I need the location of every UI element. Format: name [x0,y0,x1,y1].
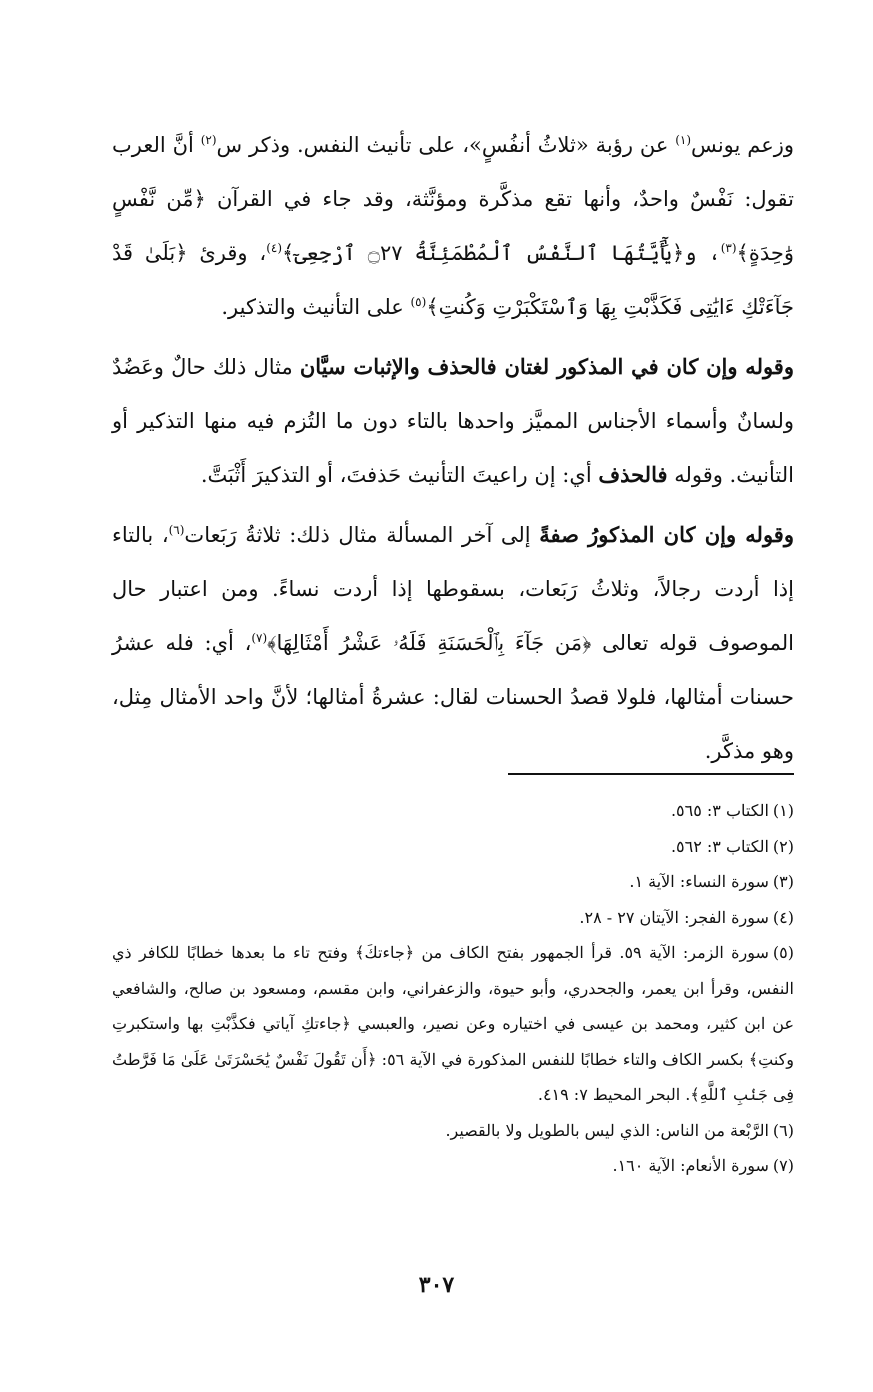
footnote-marker: (٥) [410,295,427,309]
footnote-6 [112,1113,794,1149]
footnote-number: (٧) [772,1156,794,1175]
footnote-number: (٥) [772,943,795,962]
footnotes-list [112,793,794,1184]
text-run: ، وقرئ ﴿بَلَىٰ قَدْ جَآءَتْكِ ءَايَٰتِى فَكَذَّبْتِ بِهَا وَٱسْتَكْبَرْتِ وَكُنتِ﴾ [112,241,794,319]
text-run: ، و﴿يَٰٓأَيَّتُهَا ٱلنَّفْسُ ٱلْمُطْمَئِنَّةُ ۝٢٧ ٱرْجِعِىٓ﴾ [282,241,721,265]
footnote-text: سورة الفجر: الآيتان ٢٧ - ٢٨. [579,907,769,927]
text-run: إلى آخر المسألة مثال ذلك: ثلاثةُ رَبَعات [184,523,540,547]
footnote-number: (١) [772,801,794,820]
footnote-number: (٤) [772,907,794,927]
footnote-number: (٢) [772,836,794,856]
footnote-2 [112,829,794,865]
text-run: أنَّ العرب تقول: نَفْسٌ واحدٌ، وأنها تقع مذكَّرة ومؤنَّثة، وقد جاء في القرآن ﴿مِّن نَّفْسٍ وَٰحِدَةٍ﴾ [112,133,794,265]
footnote-text: سورة النساء: الآية ١. [629,872,769,891]
footnote-marker: (٧) [251,631,268,645]
text-run: عن رؤبة «ثلاثُ أنفُسٍ»، على تأنيث النفس. وذكر س [216,133,676,157]
text-run: ، بالتاء إذا أردت رجالاً، وثلاثُ رَبَعات، بسقوطها إذا أردت نساءً. ومن اعتبار حال الموصوف قوله تعالى ﴿مَن جَآءَ بِٱلْحَسَنَةِ فَلَهُۥ عَشْرُ أَمْثَالِهَا﴾ [112,523,794,655]
footnote-7 [112,1148,794,1184]
footnote-text: سورة الأنعام: الآية ١٦٠. [612,1156,769,1175]
text-run: مثال ذلك حالٌ وعَضُدٌ ولسانٌ وأسماء الأجناس المميَّز واحدها بالتاء دون ما التُزم فيه منها التذكير أو التأنيث. وقوله [112,355,794,487]
footnote-3 [112,864,794,900]
footnote-number: (٦) [772,1120,794,1140]
footnote-marker: (١) [675,133,692,147]
text-run: وزعم يونس [691,133,795,157]
text-run: ، أي: فله عشرُ حسنات أمثالها، فلولا قصدُ الحسنات لقال: عشرةُ أمثالها؛ لأنَّ واحد الأمثال مِثل، وهو مذكَّر. [112,631,794,763]
footnote-text: الرَّبْعة من الناس: الذي ليس بالطويل ولا بالقصير. [445,1120,769,1140]
footnote-1 [112,793,794,829]
footnote-text: الكتاب ٣: ٥٦٢. [670,836,769,856]
footnote-number: (٣) [772,872,794,891]
footnote-text: سورة الزمر: الآية ٥٩. قرأ الجمهور بفتح الكاف من ﴿جاءتكَ﴾ وفتح تاء ما بعدها خطابًا للكافر ذي النفس، وقرأ ابن يعمر، والجحدري، وأبو حيوة، والزعفراني، وابن مقسم، ومسعود بن صالح، والشافعي عن ابن كثير، ومحمد بن عيسى في اختياره وعن نصير، والعبسي ﴿جاءتكِ آياتي فكذَّبْتِ بها واستكبرتِ وكنتِ﴾ بكسر الكاف والتاء خطابًا للنفس المذكورة في الآية ٥٦: ﴿أَن تَقُولَ نَفْسٌ يَٰحَسْرَتَىٰ عَلَىٰ مَا فَرَّطتُ فِى جَنۢبِ ٱللَّهِ﴾. البحر المحيط ٧: ٤١٩. [112,943,795,1104]
footnote-separator [508,773,794,775]
bold-quote: وقوله وإن كان المذكورُ صفةً [539,522,794,547]
footnotes-area [112,0,794,1392]
text-run: على التأنيث والتذكير. [221,295,411,319]
bold-quote: وقوله وإن كان في المذكور لغتان فالحذف والإثبات سيَّان [299,354,794,379]
footnote-5 [112,935,794,1113]
footnote-text: الكتاب ٣: ٥٦٥. [670,801,769,820]
footnote-4 [112,900,794,936]
footnote-marker: (٣) [720,241,737,255]
footnote-marker: (٢) [200,133,217,147]
text-run: أي: إن راعيتَ التأنيث حَذفتَ، أو التذكيرَ أَثْبَتَّ. [200,463,599,487]
footnote-marker: (٦) [168,523,185,537]
footnote-marker: (٤) [266,241,283,255]
bold-quote: فالحذف [598,462,668,487]
page-number: ٣٠٧ [418,1272,455,1298]
